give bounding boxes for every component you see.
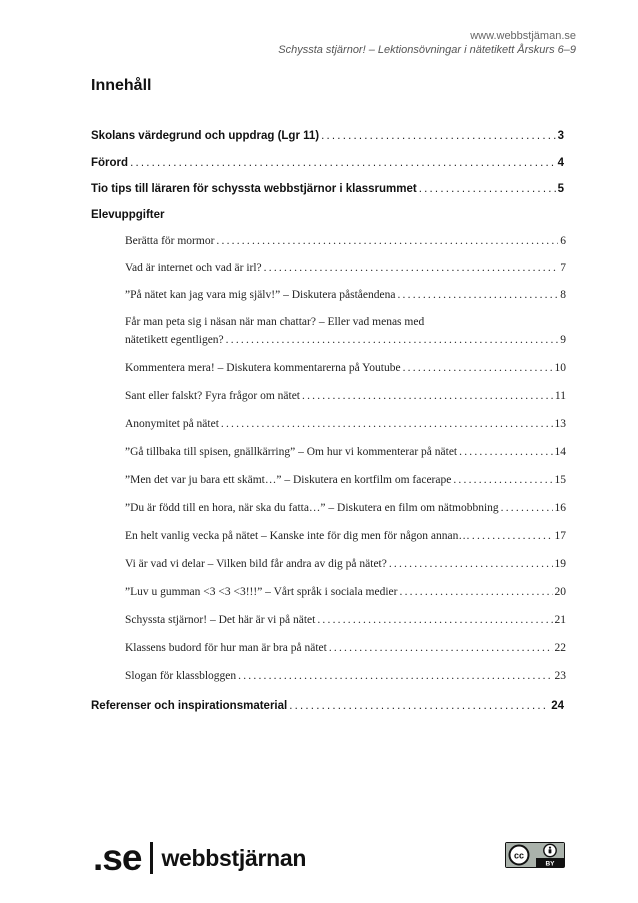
- toc-sub-entry[interactable]: [125, 289, 566, 301]
- toc-entry-page: 9: [560, 334, 566, 346]
- creative-commons-icon: [506, 843, 564, 867]
- dot-leader: [264, 262, 559, 274]
- logo-name: webbstjärnan: [161, 845, 307, 871]
- toc-entry-page: 17: [554, 530, 566, 542]
- toc-entry-page: 22: [554, 642, 566, 654]
- toc-entry-page: 15: [554, 474, 566, 486]
- toc-entry-page: 11: [554, 390, 566, 402]
- toc-entry-title: ”Gå tillbaka till spisen, gnällkärring” – Om hur vi kommenterar på nätet: [125, 446, 458, 458]
- dot-leader: [400, 586, 553, 598]
- toc-entry-page: 4: [557, 157, 564, 169]
- toc-sub-entry[interactable]: [125, 558, 566, 570]
- cc-by-license-badge: [505, 842, 565, 868]
- dot-leader: [459, 446, 552, 458]
- toc-entry-title: Anonymitet på nätet: [125, 418, 219, 430]
- header-url: www.webbstjäman.se: [470, 30, 576, 42]
- toc-entry-page: 13: [554, 418, 566, 430]
- dot-leader: [289, 700, 549, 712]
- toc-entry-title: Kommentera mera! – Diskutera kommentarerna på Youtube: [125, 362, 401, 374]
- dot-leader: [501, 502, 553, 514]
- toc-entry-title: ”Du är född till en hora, när ska du fatta…” – Diskutera en film om nätmobbning: [125, 502, 499, 514]
- toc-sub-entry[interactable]: [125, 334, 566, 346]
- toc-entry-title: ”Luv u gumman <3 <3 <3!!!” – Vårt språk i sociala medier: [125, 586, 398, 598]
- toc-entry-title-line2: nätetikett egentligen?: [125, 334, 224, 346]
- webbstjarnan-logo: [93, 838, 306, 878]
- toc-sub-entry[interactable]: [125, 390, 566, 402]
- dot-leader: [403, 362, 553, 374]
- dot-leader: [472, 530, 553, 542]
- toc-entry-title: Klassens budord för hur man är bra på nätet: [125, 642, 327, 654]
- page-title: Innehåll: [91, 77, 152, 94]
- toc-entry-page: 21: [554, 614, 566, 626]
- toc-entry-title: Referenser och inspirationsmaterial: [91, 700, 288, 712]
- dot-leader: [221, 418, 553, 430]
- header-subtitle: Schyssta stjärnor! – Lektionsövningar i nätetikett Årskurs 6–9: [278, 44, 576, 56]
- dot-leader: [321, 130, 555, 142]
- toc-sub-entry[interactable]: [125, 235, 566, 247]
- toc-entry-title: En helt vanlig vecka på nätet – Kanske inte för dig men för någon annan…: [125, 530, 470, 542]
- toc-entry-page: 24: [551, 700, 564, 712]
- toc-sub-entry[interactable]: [125, 262, 566, 274]
- toc-entry-title: Vad är internet och vad är irl?: [125, 262, 262, 274]
- toc-entry-page: 23: [554, 670, 566, 682]
- toc-entry[interactable]: [91, 700, 564, 712]
- toc-entry-title: Berätta för mormor: [125, 235, 215, 247]
- toc-entry-title: Slogan för klassbloggen: [125, 670, 237, 682]
- svg-text:cc: cc: [513, 850, 525, 861]
- toc-entry-page: 5: [557, 183, 564, 195]
- logo-prefix: .se: [93, 837, 142, 878]
- license-label: BY: [545, 860, 555, 867]
- toc-sub-entry[interactable]: [125, 614, 566, 626]
- toc-entry-title: Skolans värdegrund och uppdrag (Lgr 11): [91, 130, 320, 142]
- toc-entry-page: 19: [554, 558, 566, 570]
- toc-entry-title: ”Men det var ju bara ett skämt…” – Diskutera en kortfilm om facerape: [125, 474, 452, 486]
- toc-sub-entry[interactable]: [125, 586, 566, 598]
- toc-entry[interactable]: [91, 183, 564, 195]
- dot-leader: [329, 642, 553, 654]
- toc-entry[interactable]: [91, 157, 564, 169]
- toc-entry-title: ”På nätet kan jag vara mig själv!” – Diskutera påståendena: [125, 289, 396, 301]
- dot-leader: [453, 474, 552, 486]
- toc-sub-entry[interactable]: [125, 362, 566, 374]
- logo-divider: [150, 842, 153, 874]
- toc-sub-entry[interactable]: [125, 670, 566, 682]
- dot-leader: [238, 670, 552, 682]
- dot-leader: [216, 235, 558, 247]
- dot-leader: [397, 289, 558, 301]
- dot-leader: [130, 157, 556, 169]
- toc-entry-page: 16: [554, 502, 566, 514]
- toc-sub-entry[interactable]: [125, 502, 566, 514]
- dot-leader: [226, 334, 559, 346]
- toc-entry-title: Schyssta stjärnor! – Det här är vi på nätet: [125, 614, 316, 626]
- toc-sub-entry[interactable]: [125, 418, 566, 430]
- toc-entry-page: 8: [560, 289, 566, 301]
- toc-entry-page: 14: [554, 446, 566, 458]
- dot-leader: [419, 183, 556, 195]
- toc-entry-title: Vi är vad vi delar – Vilken bild får andra av dig på nätet?: [125, 558, 387, 570]
- toc-entry-title-line1[interactable]: Får man peta sig i näsan när man chattar? – Eller vad menas med: [125, 316, 425, 328]
- toc-entry-title: Tio tips till läraren för schyssta webbstjärnor i klassrummet: [91, 183, 417, 195]
- toc-entry-page: 3: [557, 130, 564, 142]
- toc-sub-entry[interactable]: [125, 474, 566, 486]
- dot-leader: [389, 558, 553, 570]
- toc-entry-title: Sant eller falskt? Fyra frågor om nätet: [125, 390, 300, 402]
- dot-leader: [317, 614, 552, 626]
- toc-entry-page: 10: [554, 362, 566, 374]
- toc-entry[interactable]: [91, 130, 564, 142]
- toc-entry-page: 7: [560, 262, 566, 274]
- dot-leader: [302, 390, 553, 402]
- toc-sub-entry[interactable]: [125, 642, 566, 654]
- section-heading-text: Elevuppgifter: [91, 209, 165, 221]
- toc-entry-page: 20: [554, 586, 566, 598]
- toc-section-heading: [91, 209, 564, 221]
- toc-sub-entry[interactable]: [125, 530, 566, 542]
- toc-sub-entry[interactable]: [125, 446, 566, 458]
- toc-entry-page: 6: [560, 235, 566, 247]
- toc-entry-title: Förord: [91, 157, 129, 169]
